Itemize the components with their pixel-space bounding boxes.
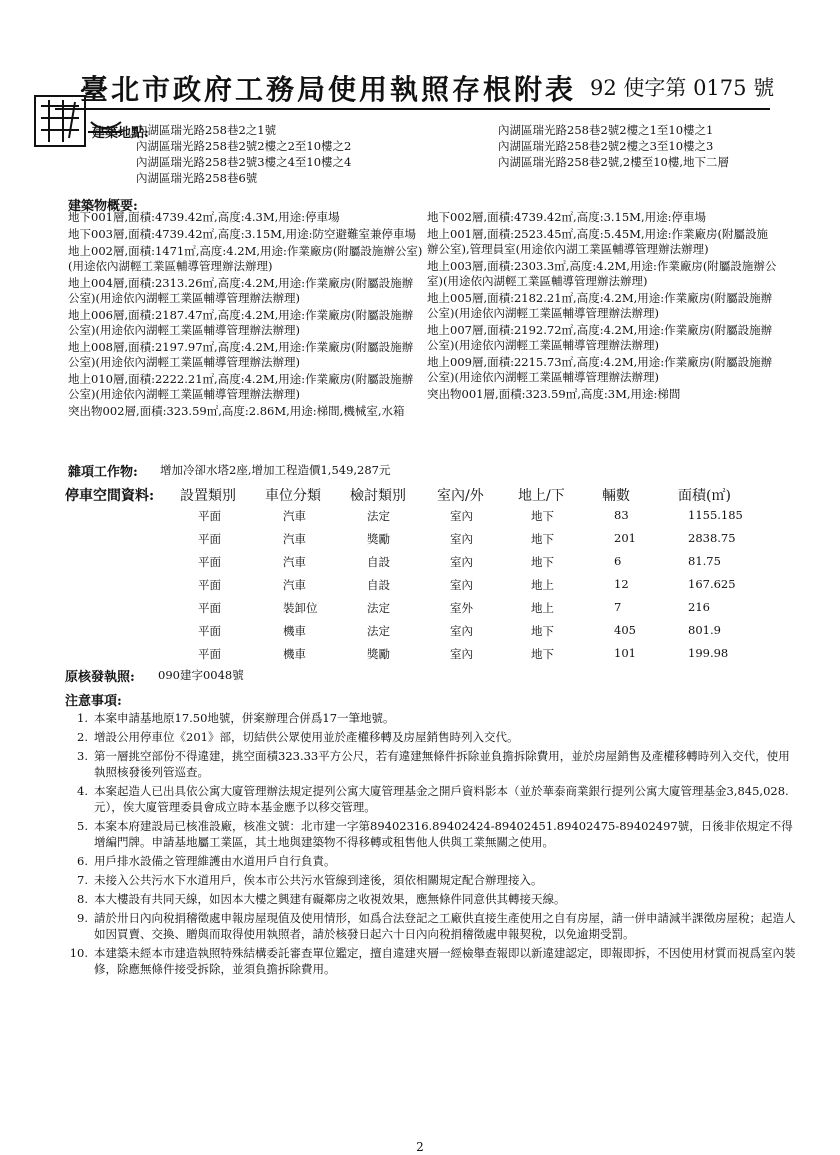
building-right-column xyxy=(427,210,779,404)
parking-header: 面積(㎡) xyxy=(678,488,731,504)
parking-cell: 地下 xyxy=(531,647,554,661)
note-text: 本案申請基地原17.50地號，併案辦理合併爲17一筆地號。 xyxy=(94,711,395,725)
address-left xyxy=(136,122,351,186)
parking-cell: 167.625 xyxy=(688,577,736,591)
parking-cell: 6 xyxy=(614,554,622,568)
address-line: 內湖區瑞光路258巷6號 xyxy=(136,171,258,185)
note-item xyxy=(62,783,797,815)
parking-cell: 法定 xyxy=(367,509,390,523)
parking-cell: 汽車 xyxy=(283,578,306,592)
parking-cell: 216 xyxy=(688,600,710,614)
parking-cell: 自設 xyxy=(367,555,390,569)
floor-entry: 地上008層,面積:2197.97㎡,高度:4.2M,用途:作業廠房(附屬設施辦公室)(用途依內湖輕工業區輔導管理辦法辦理) xyxy=(68,340,414,369)
misc-value: 增加冷卻水塔2座,增加工程造價1,549,287元 xyxy=(160,463,391,477)
note-text: 請於卅日內向稅捐稽徵處申報房屋現值及使用情形，如爲合法登記之工廠供直接生產使用之自有房屋，請一併申請減半課徵房屋稅；起造人如因買賣、交換、贈與而取得使用執照者，請於核發日起六十日內向稅捐稽徵處申報契稅，以免逾期受罰。 xyxy=(94,911,796,941)
parking-cell: 汽車 xyxy=(283,509,306,523)
parking-header: 地上/下 xyxy=(518,488,565,504)
parking-cell: 201 xyxy=(614,531,636,545)
parking-cell: 室內 xyxy=(450,624,473,638)
floor-entry: 地上004層,面積:2313.26㎡,高度:4.2M,用途:作業廠房(附屬設施辦公室)(用途依內湖輕工業區輔導管理辦法辦理) xyxy=(68,276,414,305)
notes-heading: 注意事項: xyxy=(65,694,122,709)
building-left-column xyxy=(68,210,423,421)
floor-entry: 地上007層,面積:2192.72㎡,高度:4.2M,用途:作業廠房(附屬設施辦公室)(用途依內湖輕工業區輔導管理辦法辦理) xyxy=(427,323,773,352)
parking-cell: 室內 xyxy=(450,647,473,661)
parking-cell: 1155.185 xyxy=(688,508,743,522)
parking-header: 設置類別 xyxy=(180,488,236,504)
address-right xyxy=(498,122,729,170)
address-line: 內湖區瑞光路258巷2號3樓之4至10樓之4 xyxy=(136,155,352,169)
parking-cell: 平面 xyxy=(198,509,221,523)
note-number: 10. xyxy=(69,946,88,960)
parking-header: 室內/外 xyxy=(437,488,484,504)
parking-cell: 平面 xyxy=(198,578,221,592)
parking-cell: 地上 xyxy=(531,601,554,615)
permit-number: 92 使字第 0175 號 xyxy=(590,76,775,100)
note-text: 本案本府建設局已核准設廠，核准文號：北市建一字第89402316.89402424-89402451.89402475-89402497號，日後非依規定不得增編門牌。申請基地屬工業區，其土地與建築物不得移轉或租售他人供與工業無關之使用。 xyxy=(94,819,793,849)
floor-entry: 地下003層,面積:4739.42㎡,高度:3.15M,用途:防空避難室兼停車場 xyxy=(68,227,416,241)
note-number: 9. xyxy=(77,911,88,925)
original-license-label: 原核發執照: xyxy=(65,670,135,685)
note-item xyxy=(62,748,797,780)
note-text: 本建築未經本市建造執照特殊結構委託審查單位鑑定，擅自違建夾層一經檢舉查報即以新違建認定，即報即拆，不因使用材質而視爲室內裝修，除應無條件接受拆除，並須負擔拆除費用。 xyxy=(94,946,796,976)
address-line: 內湖區瑞光路258巷2號2樓之3至10樓之3 xyxy=(498,139,714,153)
floor-entry: 地下001層,面積:4739.42㎡,高度:4.3M,用途:停車場 xyxy=(68,210,340,224)
parking-cell: 法定 xyxy=(367,624,390,638)
note-item xyxy=(62,872,797,888)
note-number: 6. xyxy=(77,854,88,868)
note-item xyxy=(62,910,797,942)
parking-cell: 地下 xyxy=(531,509,554,523)
parking-cell: 汽車 xyxy=(283,532,306,546)
note-number: 1. xyxy=(77,711,88,725)
note-number: 3. xyxy=(77,749,88,763)
title-rule xyxy=(55,108,770,110)
parking-cell: 平面 xyxy=(198,647,221,661)
address-line: 內湖區瑞光路258巷2號2樓之2至10樓之2 xyxy=(136,139,352,153)
note-item xyxy=(62,853,797,869)
note-text: 第一層挑空部份不得違建，挑空面積323.33平方公尺，若有違建無條件拆除並負擔拆除費用，並於房屋銷售及產權移轉時列入交代，使用執照核發後列管巡查。 xyxy=(94,749,790,779)
page-number: 2 xyxy=(416,1140,424,1154)
misc-label: 雜項工作物: xyxy=(68,465,138,480)
parking-cell: 平面 xyxy=(198,555,221,569)
parking-cell: 獎勵 xyxy=(367,647,390,661)
parking-cell: 801.9 xyxy=(688,623,721,637)
parking-cell: 平面 xyxy=(198,532,221,546)
note-text: 用戶排水設備之管理維護由水道用戶自行負責。 xyxy=(94,854,336,868)
parking-cell: 獎勵 xyxy=(367,532,390,546)
note-text: 本案起造人已出具依公寓大廈管理辦法規定提列公寓大廈管理基金之開戶資料影本（並於華泰商業銀行提列公寓大廈管理基金3,845,028.元），俟大廈管理委員會成立時本基金應予以移交管理。 xyxy=(94,784,789,814)
parking-cell: 地下 xyxy=(531,624,554,638)
parking-header: 輛數 xyxy=(602,488,630,504)
floor-entry: 地下002層,面積:4739.42㎡,高度:3.15M,用途:停車場 xyxy=(427,210,706,224)
parking-cell: 83 xyxy=(614,508,629,522)
floor-entry: 地上003層,面積:2303.3㎡,高度:4.2M,用途:作業廠房(附屬設施辦公室)(用途依內湖輕工業區輔導管理辦法辦理) xyxy=(427,259,777,288)
parking-cell: 室內 xyxy=(450,555,473,569)
parking-header: 車位分類 xyxy=(265,488,321,504)
note-number: 5. xyxy=(77,819,88,833)
parking-cell: 地上 xyxy=(531,578,554,592)
building-heading: 建築物概要: xyxy=(68,199,138,214)
parking-cell: 12 xyxy=(614,577,629,591)
parking-cell: 平面 xyxy=(198,624,221,638)
parking-cell: 地下 xyxy=(531,555,554,569)
parking-cell: 自設 xyxy=(367,578,390,592)
note-item xyxy=(62,818,797,850)
parking-cell: 機車 xyxy=(283,624,306,638)
parking-cell: 199.98 xyxy=(688,646,729,660)
notes-list xyxy=(62,710,797,980)
parking-cell: 101 xyxy=(614,646,636,660)
parking-cell: 室外 xyxy=(450,601,473,615)
floor-entry: 地上005層,面積:2182.21㎡,高度:4.2M,用途:作業廠房(附屬設施辦公室)(用途依內湖輕工業區輔導管理辦法辦理) xyxy=(427,291,773,320)
parking-label: 停車空間資料: xyxy=(65,488,155,504)
parking-cell: 法定 xyxy=(367,601,390,615)
parking-cell: 地下 xyxy=(531,532,554,546)
parking-cell: 7 xyxy=(614,600,622,614)
note-text: 增設公用停車位《201》部，切結供公眾使用並於產權移轉及房屋銷售時列入交代。 xyxy=(94,730,519,744)
note-number: 4. xyxy=(77,784,88,798)
parking-cell: 81.75 xyxy=(688,554,721,568)
parking-cell: 汽車 xyxy=(283,555,306,569)
floor-entry: 地上001層,面積:2523.45㎡,高度:5.45M,用途:作業廠房(附屬設施辦公室),管理員室(用途依內湖工業區輔導管理辦法辦理) xyxy=(427,227,768,256)
floor-entry: 地上010層,面積:2222.21㎡,高度:4.2M,用途:作業廠房(附屬設施辦公室)(用途依內湖輕工業區輔導管理辦法辦理) xyxy=(68,372,414,401)
floor-entry: 突出物001層,面積:323.59㎡,高度:3M,用途:梯間 xyxy=(427,387,681,401)
parking-cell: 室內 xyxy=(450,509,473,523)
address-label: 建築地點: xyxy=(92,126,149,141)
note-text: 未接入公共污水下水道用戶，俟本市公共污水管線到達後，須依相關規定配合辦理接入。 xyxy=(94,873,543,887)
floor-entry: 突出物002層,面積:323.59㎡,高度:2.86M,用途:梯間,機械室,水箱 xyxy=(68,404,405,418)
parking-cell: 室內 xyxy=(450,578,473,592)
floor-entry: 地上006層,面積:2187.47㎡,高度:4.2M,用途:作業廠房(附屬設施辦公室)(用途依內湖輕工業區輔導管理辦法辦理) xyxy=(68,308,414,337)
note-number: 8. xyxy=(77,892,88,906)
original-license-value: 090建字0048號 xyxy=(158,668,244,682)
parking-cell: 機車 xyxy=(283,647,306,661)
floor-entry: 地上009層,面積:2215.73㎡,高度:4.2M,用途:作業廠房(附屬設施辦公室)(用途依內湖輕工業區輔導管理辦法辦理) xyxy=(427,355,773,384)
note-number: 2. xyxy=(77,730,88,744)
note-item xyxy=(62,891,797,907)
parking-cell: 2838.75 xyxy=(688,531,736,545)
parking-cell: 裝卸位 xyxy=(283,601,318,615)
note-text: 本大樓設有共同天線，如因本大樓之興建有礙鄰房之收視效果，應無條件同意供其轉接天線。 xyxy=(94,892,566,906)
note-item xyxy=(62,710,797,726)
floor-entry: 地上002層,面積:1471㎡,高度:4.2M,用途:作業廠房(附屬設施辦公室)(用途依內湖輕工業區輔導管理辦法辦理) xyxy=(68,244,423,273)
parking-cell: 平面 xyxy=(198,601,221,615)
address-line: 內湖區瑞光路258巷2號,2樓至10樓,地下二層 xyxy=(498,155,730,169)
note-item xyxy=(62,729,797,745)
parking-cell: 405 xyxy=(614,623,636,637)
page-title: 臺北市政府工務局使用執照存根附表 xyxy=(80,73,577,106)
address-line: 內湖區瑞光路258巷2之1號 xyxy=(136,123,277,137)
parking-cell: 室內 xyxy=(450,532,473,546)
note-item xyxy=(62,945,797,977)
address-line: 內湖區瑞光路258巷2號2樓之1至10樓之1 xyxy=(498,123,714,137)
parking-header: 檢討類別 xyxy=(350,488,406,504)
note-number: 7. xyxy=(77,873,88,887)
